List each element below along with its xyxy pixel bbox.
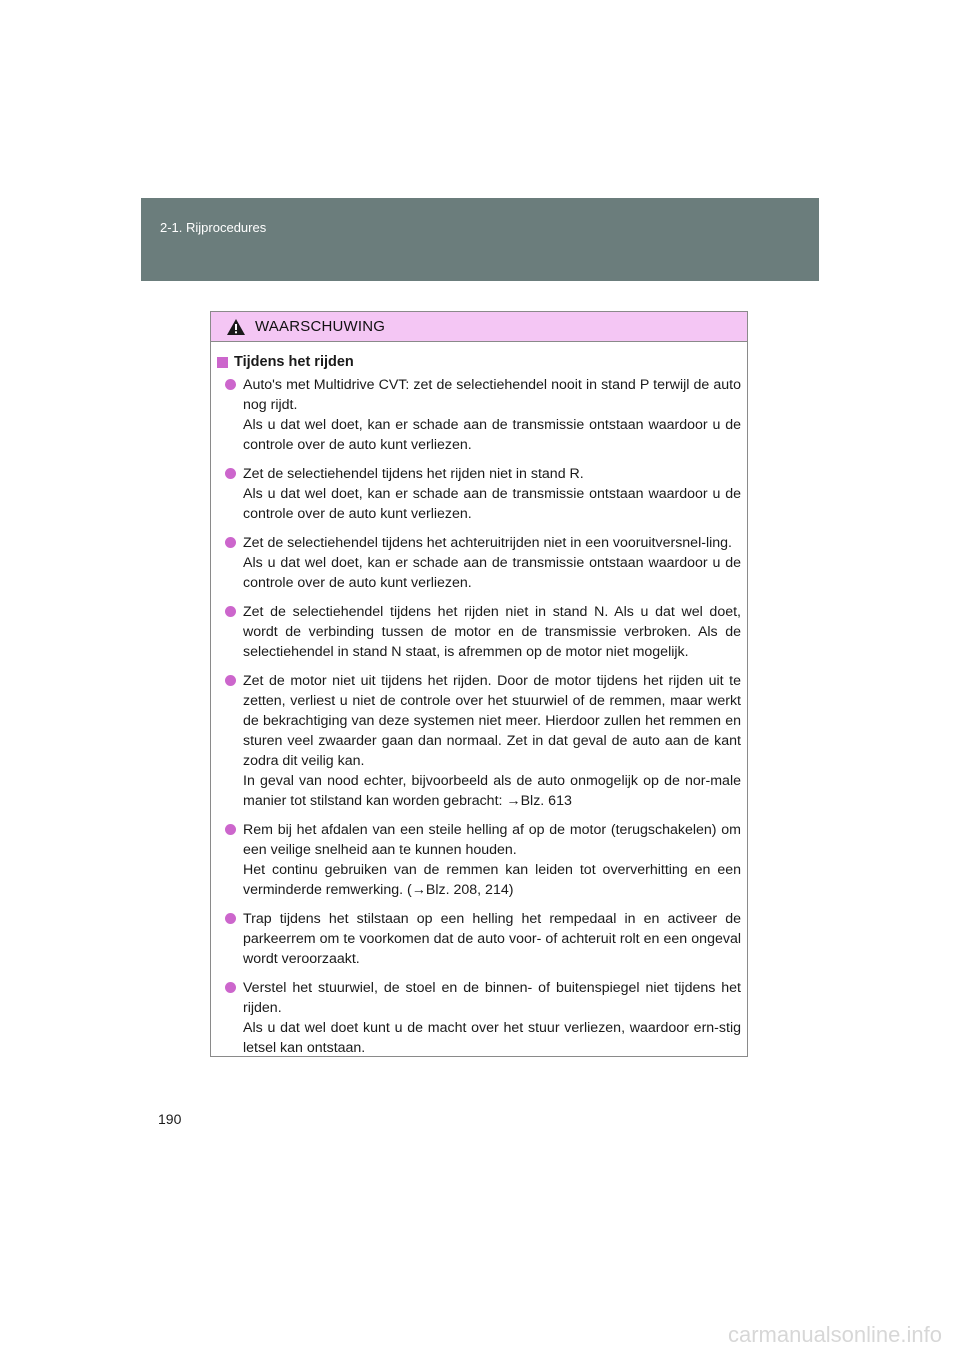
item-text: Zet de selectiehendel tijdens het rijden niet in stand R.: [243, 466, 584, 482]
watermark-text: carmanualsonline.info: [727, 1322, 942, 1347]
list-item: [217, 978, 741, 1058]
list-item: [217, 533, 741, 593]
item-text: Als u dat wel doet, kan er schade aan de transmissie ontstaan waardoor u de controle over de auto kunt verliezen.: [243, 555, 741, 591]
page-number: 190: [158, 1111, 182, 1127]
round-bullet-icon: [225, 824, 236, 835]
item-text: In geval van nood echter, bijvoorbeeld als de auto onmogelijk op de nor-male manier tot stilstand kan worden gebracht: →Blz. 613: [243, 773, 741, 809]
list-item: [217, 602, 741, 662]
item-text: Auto's met Multidrive CVT: zet de selectiehendel nooit in stand P terwijl de auto nog rijdt.: [243, 377, 741, 413]
item-text: Trap tijdens het stilstaan op een helling het rempedaal in en activeer de parkeerrem om te voorkomen dat de auto voor- of achteruit rolt en een ongeval wordt veroorzaakt.: [243, 911, 741, 967]
warning-title: WAARSCHUWING: [255, 318, 386, 335]
list-item: [217, 375, 741, 455]
round-bullet-icon: [225, 913, 236, 924]
round-bullet-icon: [225, 379, 236, 390]
round-bullet-icon: [225, 675, 236, 686]
warning-triangle-icon: [226, 318, 246, 336]
round-bullet-icon: [225, 982, 236, 993]
item-text: Als u dat wel doet kunt u de macht over het stuur verliezen, waardoor ern-stig letsel kan ontstaan.: [243, 1020, 741, 1056]
list-item: [217, 909, 741, 969]
warning-list: [217, 375, 741, 1058]
chapter-section-label: 2-1. Rijprocedures: [160, 220, 267, 235]
warning-header: [211, 312, 747, 342]
item-text: Rem bij het afdalen van een steile helling af op de motor (terugschakelen) om een veilige snelheid aan te kunnen houden.: [243, 822, 741, 858]
square-bullet-icon: [217, 357, 228, 368]
section-heading: [217, 354, 741, 370]
warning-box: [210, 311, 748, 1057]
round-bullet-icon: [225, 606, 236, 617]
chapter-header-band: [141, 198, 819, 281]
round-bullet-icon: [225, 468, 236, 479]
section-heading-text: Tijdens het rijden: [234, 354, 354, 370]
item-text: Zet de motor niet uit tijdens het rijden. Door de motor tijdens het rijden uit te zetten, verliest u niet de controle over het stuurwiel of de remmen, maar werkt de bekrachtiging van deze systemen niet meer. Hierdoor zullen het remmen en sturen veel zwaarder gaan dan normaal. Zet in dat geval de auto aan de kant zodra dit veilig kan.: [243, 673, 741, 769]
item-text: Zet de selectiehendel tijdens het rijden niet in stand N. Als u dat wel doet, wordt de verbinding tussen de motor en de transmissie verbroken. Als de selectiehendel in stand N staat, is afremmen op de motor niet mogelijk.: [243, 604, 741, 660]
item-text: Verstel het stuurwiel, de stoel en de binnen- of buitenspiegel niet tijdens het rijden.: [243, 980, 741, 1016]
item-text: Zet de selectiehendel tijdens het achteruitrijden niet in een vooruitversnel-ling.: [243, 535, 732, 551]
item-text: Het continu gebruiken van de remmen kan leiden tot oververhitting en een verminderde remwerking. (→Blz. 208, 214): [243, 862, 741, 898]
item-text: Als u dat wel doet, kan er schade aan de transmissie ontstaan waardoor u de controle over de auto kunt verliezen.: [243, 486, 741, 522]
list-item: [217, 464, 741, 524]
round-bullet-icon: [225, 537, 236, 548]
list-item: [217, 671, 741, 811]
warning-body: [211, 342, 747, 1058]
list-item: [217, 820, 741, 900]
item-text: Als u dat wel doet, kan er schade aan de transmissie ontstaan waardoor u de controle over de auto kunt verliezen.: [243, 417, 741, 453]
